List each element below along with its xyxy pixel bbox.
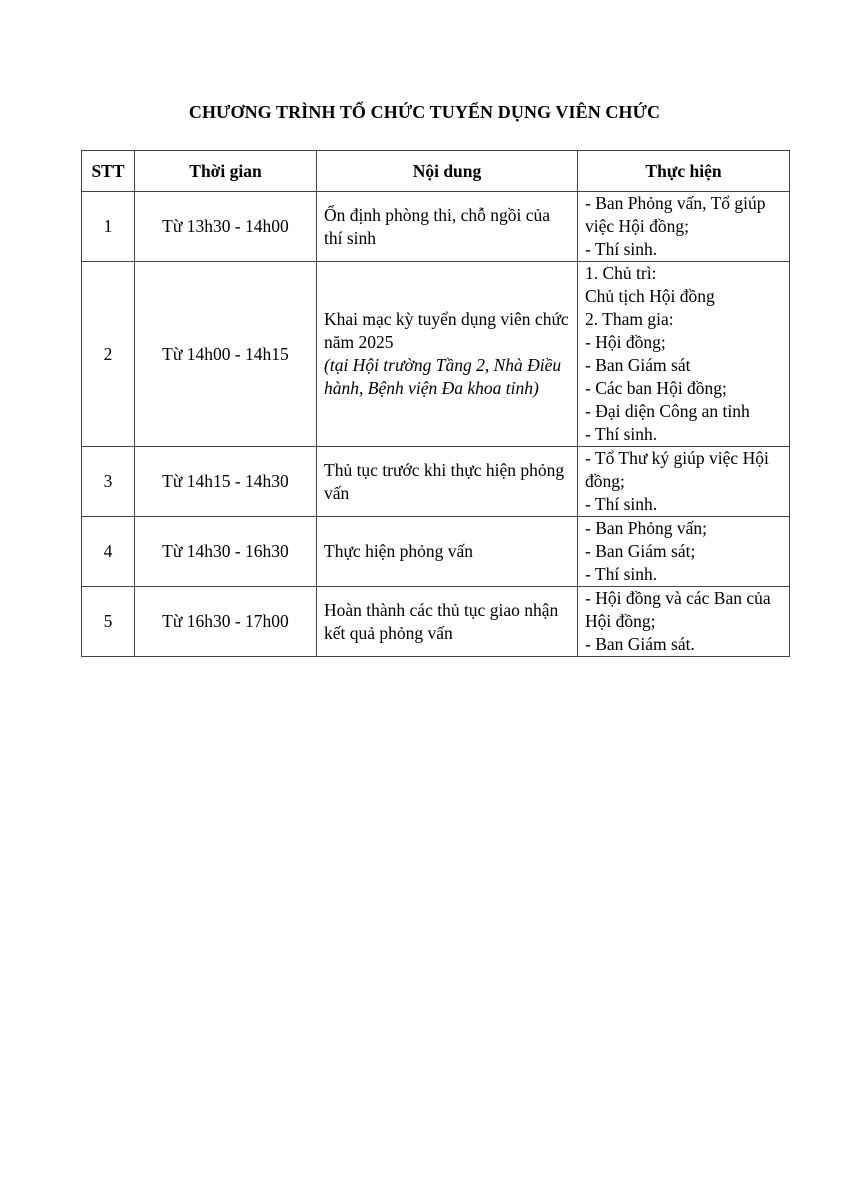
table-row <box>82 262 790 447</box>
performer-line: - Thí sinh. <box>585 494 658 514</box>
performer-line: - Ban Phỏng vấn; <box>585 518 708 538</box>
performer-line: - Ban Giám sát; <box>585 541 696 561</box>
content-text: Thủ tục trước khi thực hiện phỏng vấn <box>324 459 565 503</box>
cell-performers <box>578 262 790 447</box>
cell-stt: 3 <box>82 447 135 517</box>
table-body <box>82 192 790 657</box>
table-header-row <box>82 151 790 192</box>
cell-stt: 5 <box>82 587 135 657</box>
performer-line: Chủ tịch Hội đồng <box>585 286 715 306</box>
page-title: CHƯƠNG TRÌNH TỔ CHỨC TUYỂN DỤNG VIÊN CHỨC <box>188 102 661 122</box>
cell-content <box>317 587 578 657</box>
content-text: Ổn định phòng thi, chỗ ngồi của thí sinh <box>324 204 551 248</box>
cell-stt: 4 <box>82 517 135 587</box>
performer-line: - Đại diện Công an tỉnh <box>585 401 750 421</box>
schedule-table <box>81 150 790 657</box>
table-row <box>82 447 790 517</box>
cell-performers <box>578 587 790 657</box>
performer-line: 2. Tham gia: <box>585 309 674 329</box>
performer-line: - Các ban Hội đồng; <box>585 378 727 398</box>
cell-performers <box>578 517 790 587</box>
table-row <box>82 517 790 587</box>
performer-line: 1. Chủ trì: <box>585 263 657 283</box>
cell-content <box>317 447 578 517</box>
header-time: Thời gian <box>135 151 317 192</box>
cell-time: Từ 14h15 - 14h30 <box>135 447 317 517</box>
header-stt: STT <box>82 151 135 192</box>
header-performers: Thực hiện <box>578 151 790 192</box>
performer-line: - Thí sinh. <box>585 564 658 584</box>
cell-time: Từ 14h00 - 14h15 <box>135 262 317 447</box>
cell-performers <box>578 192 790 262</box>
performer-line: - Thí sinh. <box>585 239 658 259</box>
performer-line: - Ban Giám sát <box>585 355 691 375</box>
performer-line: - Thí sinh. <box>585 424 658 444</box>
table-row <box>82 587 790 657</box>
cell-stt: 1 <box>82 192 135 262</box>
content-text: Hoàn thành các thủ tục giao nhận kết quả phỏng vấn <box>324 599 559 643</box>
cell-content <box>317 262 578 447</box>
content-note: (tại Hội trường Tầng 2, Nhà Điều hành, Bệnh viện Đa khoa tỉnh) <box>324 355 562 398</box>
performer-line: - Ban Giám sát. <box>585 634 695 654</box>
performer-line: - Tổ Thư ký giúp việc Hội đồng; <box>585 448 769 491</box>
performer-line: - Hội đồng và các Ban của Hội đồng; <box>585 588 771 631</box>
header-content: Nội dung <box>317 151 578 192</box>
cell-time: Từ 14h30 - 16h30 <box>135 517 317 587</box>
cell-content <box>317 517 578 587</box>
cell-performers <box>578 447 790 517</box>
cell-time: Từ 13h30 - 14h00 <box>135 192 317 262</box>
cell-stt: 2 <box>82 262 135 447</box>
table-row <box>82 192 790 262</box>
cell-content <box>317 192 578 262</box>
performer-line: - Hội đồng; <box>585 332 666 352</box>
content-text: Thực hiện phỏng vấn <box>324 541 473 561</box>
performer-line: - Ban Phỏng vấn, Tổ giúp việc Hội đồng; <box>585 193 766 236</box>
content-text: Khai mạc kỳ tuyển dụng viên chức năm 2025 <box>324 309 569 352</box>
cell-time: Từ 16h30 - 17h00 <box>135 587 317 657</box>
